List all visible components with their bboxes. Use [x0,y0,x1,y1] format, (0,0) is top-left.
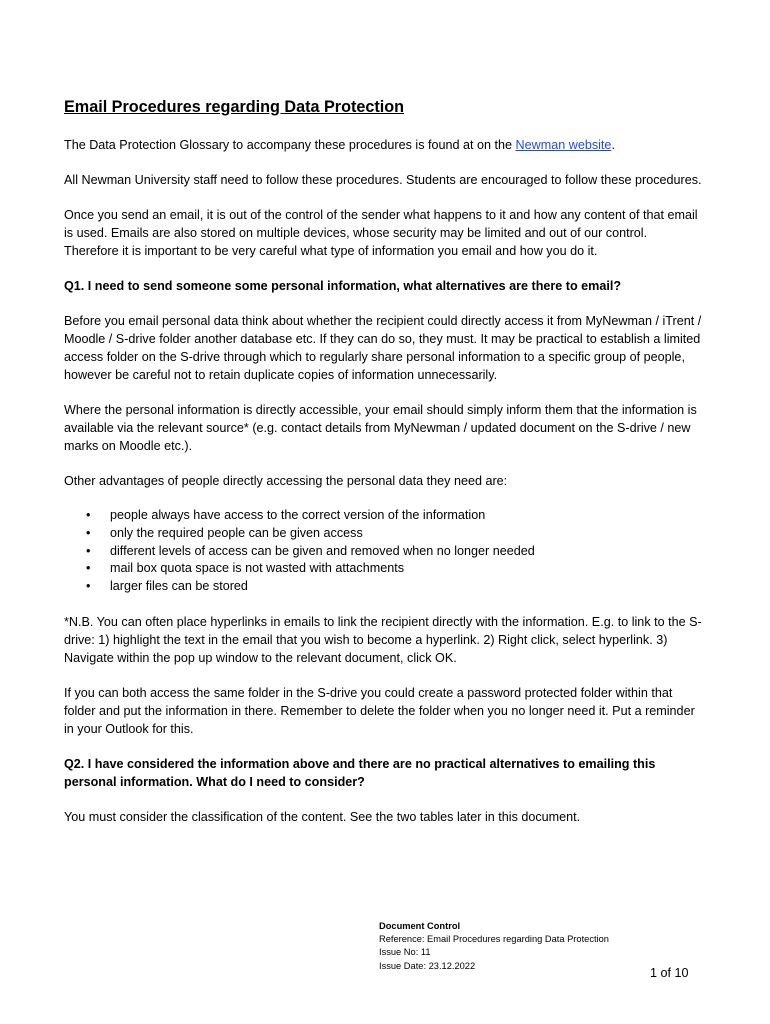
footer-reference: Reference: Email Procedures regarding Data Protection [379,934,609,945]
before-email-paragraph: Before you email personal data think about whether the recipient could directly access it from MyNewman / iTrent / Moodle / S-drive folder another database etc. If they can do so, they must. It may be practical to establish a limited access folder on the S-drive through which to regularly share personal information to a specific group of people, however be careful not to retain duplicate copies of information unnecessarily. [64,314,702,382]
list-item: • larger files can be stored [110,578,704,596]
footer-heading: Document Control [379,921,461,931]
advantages-paragraph: Other advantages of people directly accessing the personal data they need are: [64,474,508,488]
shared-folder-paragraph: If you can both access the same folder in the S-drive you could create a password protected folder within that folder and put the information in there. Remember to delete the folder when you no longer need it. Put a reminder in your Outlook for this. [64,685,695,736]
footer-issue-date: Issue Date: 23.12.2022 [379,960,476,971]
intro-paragraph [64,136,704,154]
hyperlink-note-paragraph: *N.B. You can often place hyperlinks in emails to link the recipient directly with the information. E.g. to link to the S-drive: 1) highlight the text in the email that you wish to become a hyperlink. 2) Right click, select hyperlink. 3) Navigate within the pop up window to the relevant document, click OK. [64,614,702,665]
staff-paragraph: All Newman University staff need to follow these procedures. Students are encouraged to follow these procedures. [64,173,702,187]
newman-website-link[interactable]: Newman website [515,138,612,152]
control-paragraph: Once you send an email, it is out of the control of the sender what happens to it and how any content of that email is used. Emails are also stored on multiple devices, whose security may be limited and out of our control. Therefore it is important to be very careful what type of information you email and how you do it. [64,208,698,258]
list-item: • mail box quota space is not wasted with attachments [110,560,704,578]
intro-end: . [611,138,615,152]
bullet-icon: • [86,525,91,540]
bullet-icon: • [86,543,91,558]
question-2-heading: Q2. I have considered the information above and there are no practical alternatives to emailing this personal information. What do I need to consider? [64,756,656,789]
document-title: Email Procedures regarding Data Protection [64,98,405,116]
bullet-icon: • [86,561,91,576]
advantages-list [64,507,704,596]
document-control-footer [379,920,609,973]
intro-text: The Data Protection Glossary to accompany these procedures is found at on the [64,138,516,152]
footer-issue-number: Issue No: 11 [379,947,431,958]
list-item: • people always have access to the correct version of the information [110,507,704,525]
list-item: • different levels of access can be given and removed when no longer needed [110,543,704,561]
document-body [64,96,704,843]
bullet-icon: • [86,508,91,522]
question-1-heading: Q1. I need to send someone some personal information, what alternatives are there to email? [64,279,622,293]
accessible-paragraph: Where the personal information is directly accessible, your email should simply inform them that the information is available via the relevant source* (e.g. contact details from MyNewman / updated document on the S-drive / new marks on Moodle etc.). [64,403,697,453]
list-item: • only the required people can be given access [110,525,704,543]
classification-paragraph: You must consider the classification of the content. See the two tables later in this document. [64,809,581,824]
page-number: 1 of 10 [650,966,689,980]
bullet-icon: • [86,579,91,594]
